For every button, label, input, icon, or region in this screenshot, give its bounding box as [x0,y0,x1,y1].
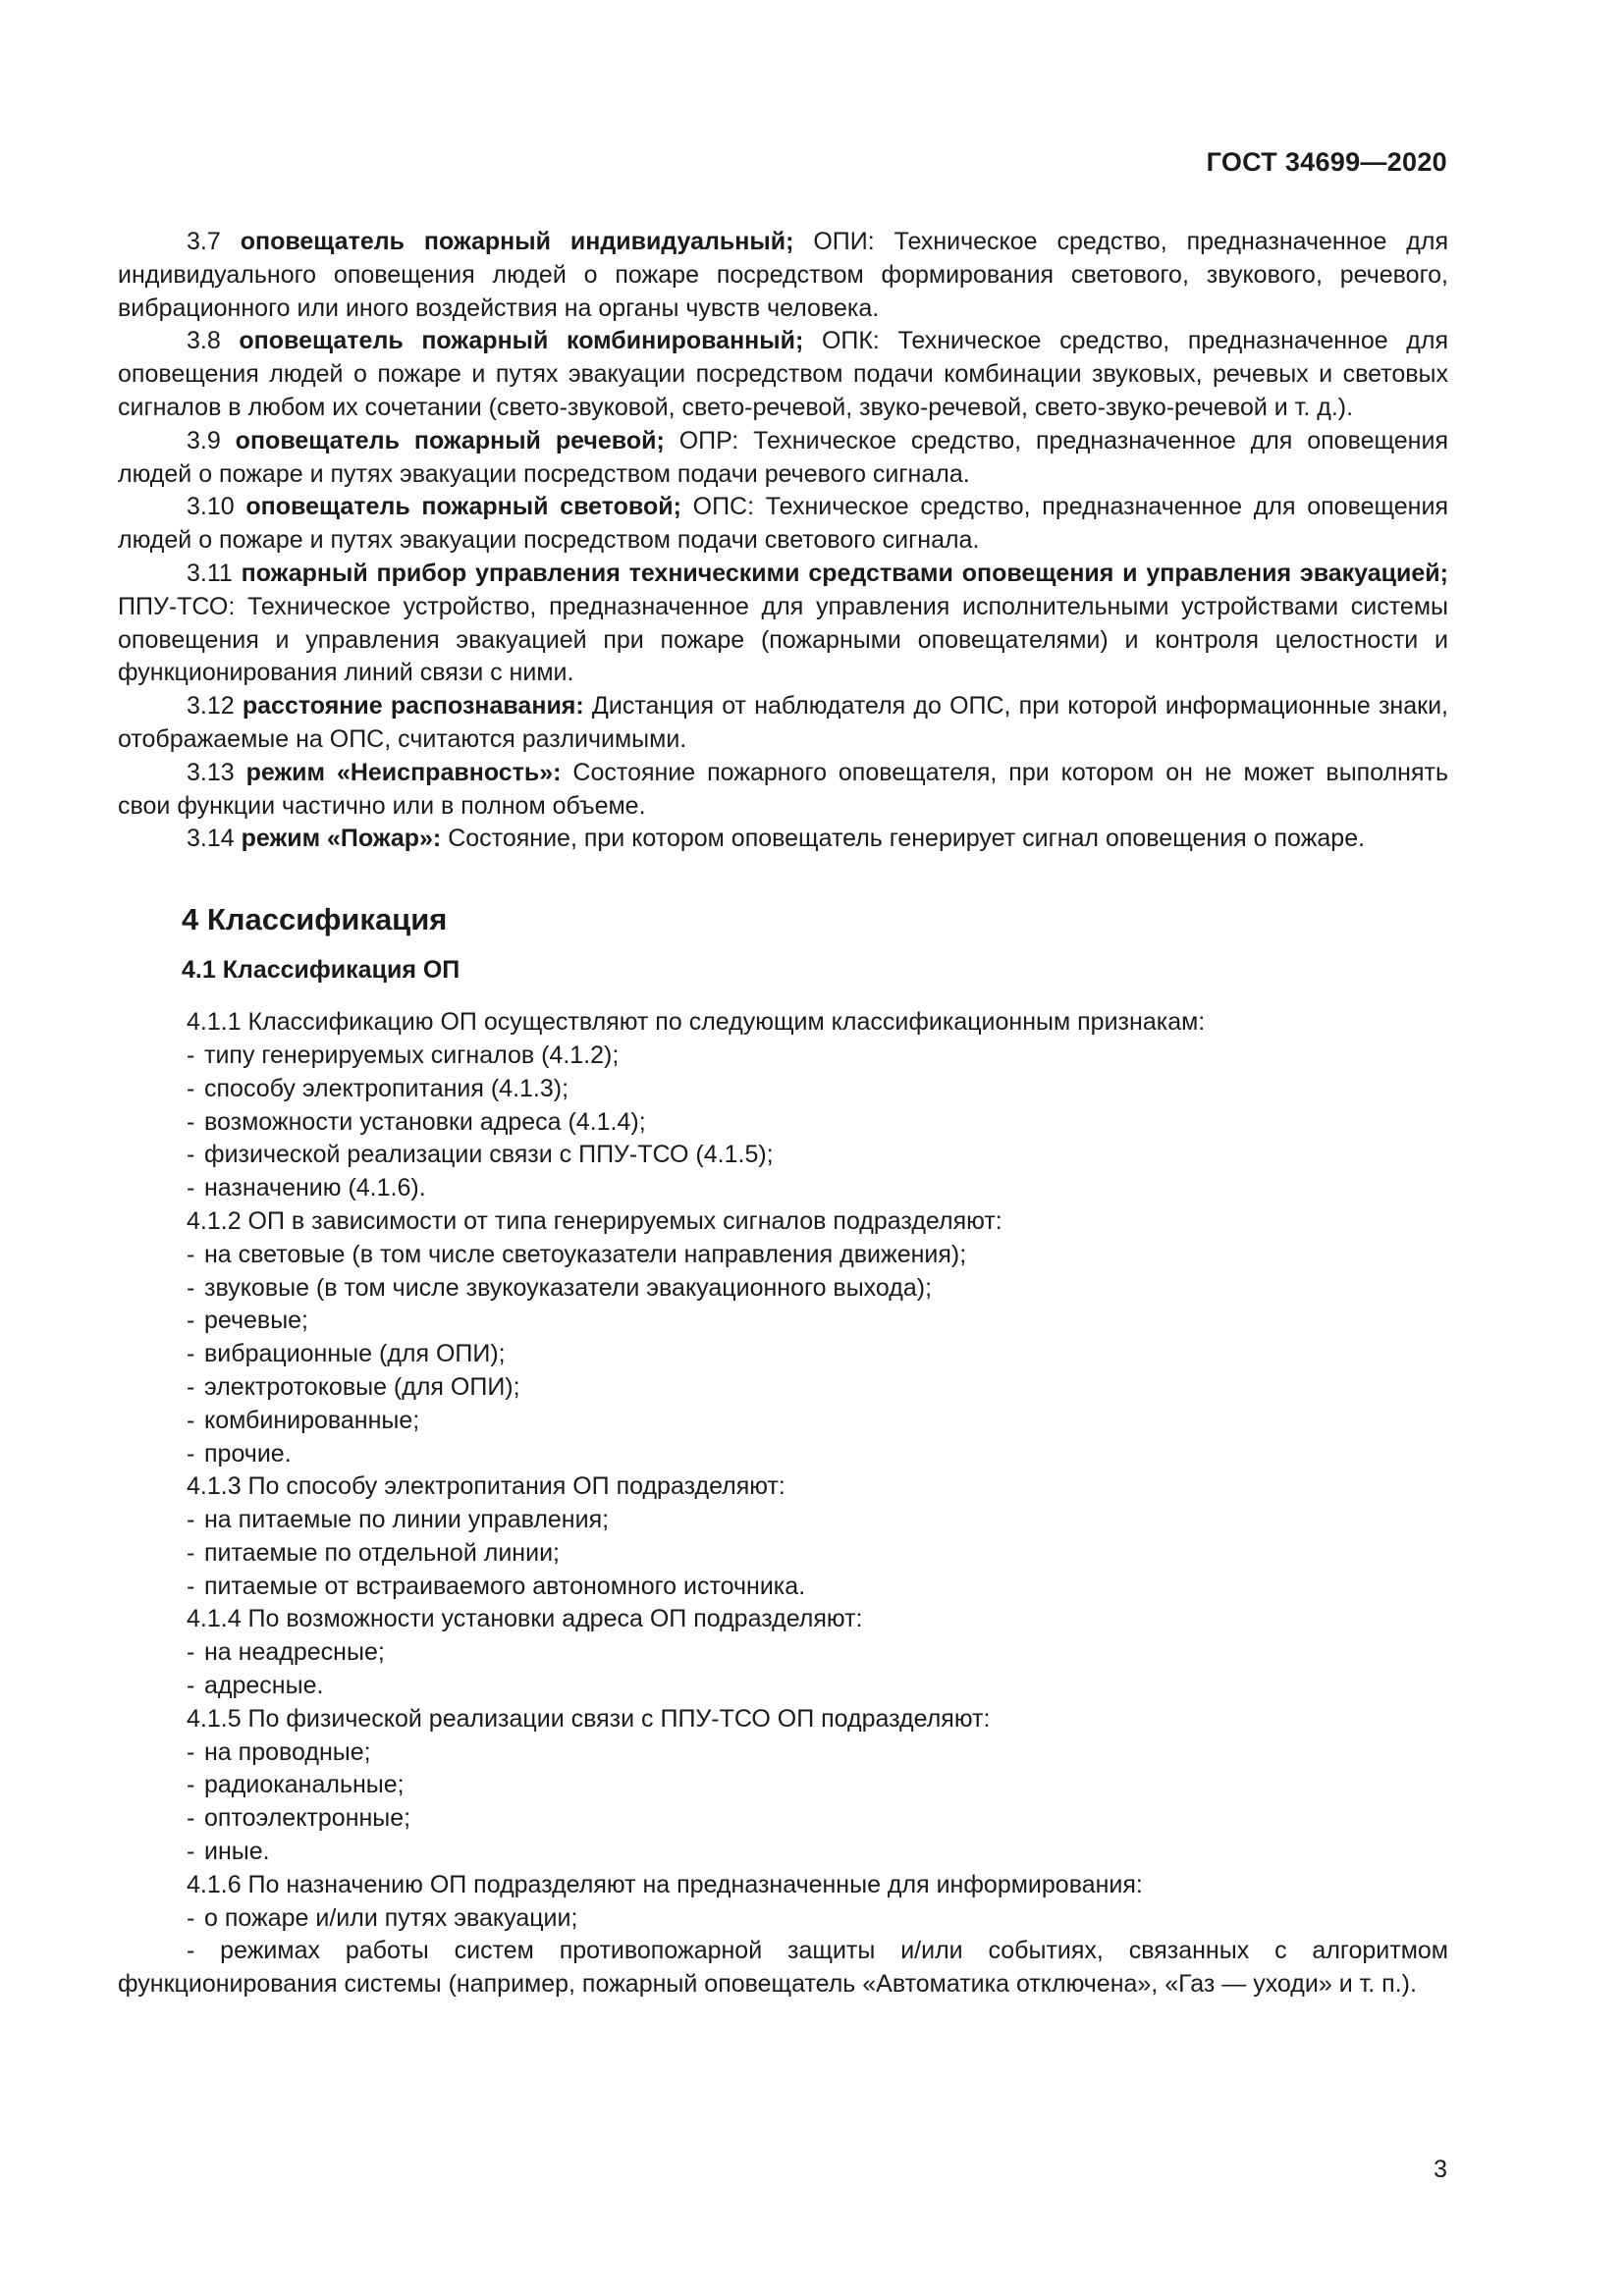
list-dash: - [187,1804,195,1833]
definition-number: 3.11 [187,559,233,587]
list-item [118,1836,1448,1869]
definition-text: Дистанция от наблюдателя до ОПС, при которой информационные знаки, отображаемые на ОПС, считаются различимыми. [118,692,1448,753]
list-item-last: - режимах работы систем противопожарной защиты и/или событиях, связанных с алгоритмом функционирования системы (например, пожарный оповещатель «Автоматика отключена», «Газ — уходи» и т. п.). [118,1937,1448,1999]
list-dash: - [187,1737,195,1766]
clause: 4.1.4 По возможности установки адреса ОП подразделяют: [187,1605,863,1633]
definition-3-9 [118,425,1448,492]
clause: 4.1.5 По физической реализации связи с ППУ-ТСО ОП подразделяют: [187,1704,991,1733]
list-item [118,1239,1448,1272]
subsection-heading: 4.1 Классификация ОП [182,956,460,985]
list-item [118,1571,1448,1604]
list-item [118,1769,1448,1802]
list-dash: - [187,1174,195,1202]
list-item-text: звуковые (в том числе звукоуказатели эвакуационного выхода); [204,1273,933,1302]
definition-text: ОПК: Техническое средство, предназначенное для оповещения людей о пожаре и путях эвакуации посредством подачи комбинации звуковых, речевых и световых сигналов в любом их сочетании (свето-звуковой, свето-речевой, звуко-речевой, свето-звуко-речевой и т. д.). [118,327,1448,421]
list-item-text: вибрационные (для ОПИ); [204,1340,506,1368]
list-item [118,1073,1448,1106]
document-code: ГОСТ 34699—2020 [1206,147,1447,177]
clause: 4.1.6 По назначению ОП подразделяют на предназначенные для информирования: [187,1870,1143,1898]
definition-number: 3.10 [187,493,235,521]
list-item-text: на световые (в том числе светоуказатели направления движения); [204,1240,967,1268]
list-item [118,1106,1448,1140]
definition-number: 3.13 [187,758,235,786]
list-dash: - [187,1903,195,1932]
list-item-text: оптоэлектронные; [204,1804,411,1833]
list-item [118,1305,1448,1338]
list-item [118,1338,1448,1371]
definition-term: режим «Неисправность»: [245,758,562,786]
definition-3-12 [118,690,1448,757]
definition-number: 3.14 [187,825,235,853]
definition-number: 3.8 [187,327,221,355]
list-item-text: типу генерируемых сигналов (4.1.2); [204,1041,620,1069]
definition-3-10 [118,491,1448,558]
definition-term: оповещатель пожарный комбинированный; [239,327,804,355]
list-dash: - [187,1240,195,1268]
definition-term: оповещатель пожарный индивидуальный; [240,228,794,255]
list-dash: - [187,1074,195,1102]
list-dash: - [187,1273,195,1302]
definitions-list [118,226,1448,856]
list-item-text: о пожаре и/или путях эвакуации; [204,1903,578,1932]
list-item [118,1438,1448,1471]
definition-3-11 [118,558,1448,690]
definition-number: 3.7 [187,228,221,255]
definition-number: 3.9 [187,426,221,454]
list-item-text: радиоканальные; [204,1771,405,1799]
clause: 4.1.1 Классификацию ОП осуществляют по следующим классификационным признакам: [187,1008,1206,1037]
list-item-text: возможности установки адреса (4.1.4); [204,1107,646,1136]
section-heading: 4 Классификация [182,902,448,937]
list-item-text: речевые; [204,1307,309,1335]
list-item-text: комбинированные; [204,1406,420,1434]
list-item-text: физической реализации связи с ППУ-ТСО (4.1.5); [204,1141,774,1169]
list-dash: - [187,1771,195,1799]
clauses-list [118,1006,1448,1935]
definition-text: ППУ-ТСО: Техническое устройство, предназначенное для управления исполнительными устройствами системы оповещения и управления эвакуацией при пожаре (пожарными оповещателями) и контроля целостности и функционирования линий связи с ними. [118,592,1448,687]
list-dash: - [187,1107,195,1136]
list-item [118,1172,1448,1205]
definition-3-8 [118,325,1448,424]
definition-number: 3.12 [187,692,235,721]
definition-text: ОПР: Техническое средство, предназначенное для оповещения людей о пожаре и путях эвакуации посредством подачи речевого сигнала. [118,426,1448,488]
definition-term: оповещатель пожарный световой; [245,493,681,521]
page-content [118,226,1448,2002]
list-item-text: способу электропитания (4.1.3); [204,1074,569,1102]
clause: 4.1.2 ОП в зависимости от типа генерируемых сигналов подразделяют: [187,1206,1002,1235]
list-dash: - [187,1340,195,1368]
list-item [118,1736,1448,1770]
list-item-text: на неадресные; [204,1638,385,1667]
list-dash: - [187,1538,195,1567]
list-item-text: на питаемые по линии управления; [204,1506,610,1534]
list-dash: - [187,1838,195,1866]
definition-term: режим «Пожар»: [241,825,442,853]
definition-text: ОПИ: Техническое средство, предназначенное для индивидуального оповещения людей о пожаре посредством формирования светового, звукового, речевого, вибрационного или иного воздействия на органы чувств человека. [118,228,1449,322]
list-dash: - [187,1372,195,1401]
list-dash: - [187,1406,195,1434]
list-dash: - [187,1439,195,1468]
list-item [118,1272,1448,1306]
list-dash: - [187,1506,195,1534]
list-item-text: назначению (4.1.6). [204,1174,426,1202]
list-item-text: электротоковые (для ОПИ); [204,1372,520,1401]
list-dash: - [187,1307,195,1335]
definition-term: пожарный прибор управления техническими средствами оповещения и управления эвакуацией; [241,559,1448,587]
definition-term: расстояние распознавания: [242,692,584,721]
definition-3-13 [118,757,1448,824]
list-item-text: питаемые от встраиваемого автономного источника. [204,1572,806,1600]
list-dash: - [187,1638,195,1667]
definition-3-14 [118,823,1448,856]
list-dash: - [187,1672,195,1700]
list-item [118,1139,1448,1172]
list-item [118,1537,1448,1571]
list-item [118,1504,1448,1537]
list-item [118,1040,1448,1073]
list-item-text: питаемые по отдельной линии; [204,1538,560,1567]
list-item [118,1405,1448,1438]
list-item [118,1636,1448,1670]
list-item [118,1371,1448,1405]
page-number: 3 [1434,2156,1447,2183]
list-dash: - [187,1041,195,1069]
list-item-text: на проводные; [204,1737,371,1766]
list-item-text: адресные. [204,1672,324,1700]
definition-text: Состояние пожарного оповещателя, при котором он не может выполнять свои функции частично или в полном объеме. [118,758,1448,820]
list-dash: - [187,1572,195,1600]
list-item [118,1802,1448,1836]
definition-text: Состояние, при котором оповещатель генерирует сигнал оповещения о пожаре. [441,825,1366,853]
list-item [118,1670,1448,1703]
list-dash: - [187,1141,195,1169]
clause: 4.1.3 По способу электропитания ОП подразделяют: [187,1472,785,1501]
definition-term: оповещатель пожарный речевой; [235,426,665,454]
list-item-text: иные. [204,1838,270,1866]
list-item [118,1902,1448,1936]
list-item-text: прочие. [204,1439,292,1468]
definition-3-7 [118,226,1448,325]
definition-text: ОПС: Техническое средство, предназначенное для оповещения людей о пожаре и путях эвакуации посредством подачи светового сигнала. [118,493,1448,555]
